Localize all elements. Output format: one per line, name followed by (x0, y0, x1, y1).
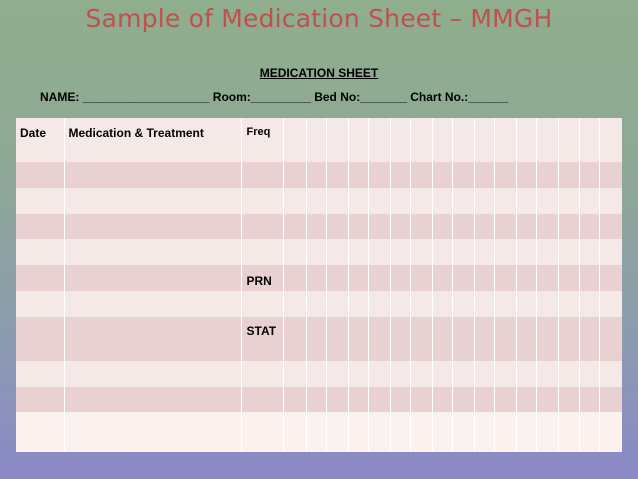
dose-cell[interactable] (536, 188, 558, 214)
dose-cell[interactable] (579, 412, 599, 452)
freq-cell[interactable] (241, 188, 283, 214)
freq-cell[interactable] (241, 265, 283, 291)
dose-cell[interactable] (368, 188, 390, 214)
dose-cell[interactable] (494, 239, 516, 265)
dose-cell[interactable] (558, 188, 579, 214)
dose-cell[interactable] (599, 361, 622, 387)
dose-cell[interactable] (390, 387, 410, 412)
medication-table (16, 118, 622, 452)
dose-cell[interactable] (390, 162, 410, 188)
dose-cell[interactable] (306, 118, 326, 162)
dose-cell[interactable] (474, 317, 494, 361)
medication-cell[interactable] (64, 265, 241, 291)
dose-cell[interactable] (283, 239, 306, 265)
dose-cell[interactable] (368, 239, 390, 265)
dose-cell[interactable] (474, 291, 494, 317)
dose-cell[interactable] (368, 265, 390, 291)
dose-cell[interactable] (516, 317, 536, 361)
dose-cell[interactable] (516, 265, 536, 291)
dose-cell[interactable] (306, 214, 326, 239)
dose-cell[interactable] (410, 317, 432, 361)
dose-cell[interactable] (599, 118, 622, 162)
dose-cell[interactable] (432, 412, 452, 452)
dose-cell[interactable] (326, 214, 348, 239)
dose-cell[interactable] (283, 387, 306, 412)
dose-cell[interactable] (368, 361, 390, 387)
dose-cell[interactable] (599, 412, 622, 452)
dose-cell[interactable] (390, 239, 410, 265)
dose-cell[interactable] (474, 188, 494, 214)
dose-cell[interactable] (390, 188, 410, 214)
dose-cell[interactable] (306, 387, 326, 412)
dose-cell[interactable] (494, 387, 516, 412)
freq-cell[interactable] (241, 317, 283, 361)
dose-cell[interactable] (368, 118, 390, 162)
freq-header-cell (241, 118, 283, 162)
dose-cell[interactable] (599, 188, 622, 214)
dose-cell[interactable] (326, 291, 348, 317)
freq-cell[interactable] (241, 291, 283, 317)
dose-cell[interactable] (306, 188, 326, 214)
dose-cell[interactable] (390, 317, 410, 361)
dose-cell[interactable] (579, 291, 599, 317)
dose-cell[interactable] (410, 188, 432, 214)
dose-cell[interactable] (410, 239, 432, 265)
dose-cell[interactable] (348, 291, 368, 317)
medication-cell[interactable] (64, 214, 241, 239)
table-row (16, 387, 622, 412)
dose-cell[interactable] (452, 387, 474, 412)
dose-cell[interactable] (452, 162, 474, 188)
table-row (16, 188, 622, 214)
date-cell[interactable] (16, 239, 64, 265)
dose-cell[interactable] (283, 118, 306, 162)
medication-cell[interactable] (64, 412, 241, 452)
dose-cell[interactable] (579, 118, 599, 162)
table-row (16, 162, 622, 188)
date-cell[interactable] (16, 317, 64, 361)
dose-cell[interactable] (432, 317, 452, 361)
dose-cell[interactable] (390, 214, 410, 239)
dose-cell[interactable] (390, 291, 410, 317)
dose-cell[interactable] (579, 317, 599, 361)
dose-cell[interactable] (306, 361, 326, 387)
dose-cell[interactable] (474, 118, 494, 162)
dose-cell[interactable] (494, 188, 516, 214)
stat-label: STAT (246, 324, 277, 338)
dose-cell[interactable] (558, 162, 579, 188)
dose-cell[interactable] (599, 291, 622, 317)
dose-cell[interactable] (558, 265, 579, 291)
dose-cell[interactable] (452, 265, 474, 291)
dose-cell[interactable] (516, 361, 536, 387)
dose-cell[interactable] (432, 188, 452, 214)
dose-cell[interactable] (474, 239, 494, 265)
dose-cell[interactable] (283, 265, 306, 291)
dose-cell[interactable] (599, 162, 622, 188)
dose-cell[interactable] (348, 118, 368, 162)
dose-cell[interactable] (283, 214, 306, 239)
table-row (16, 361, 622, 387)
dose-cell[interactable] (494, 162, 516, 188)
dose-cell[interactable] (452, 188, 474, 214)
dose-cell[interactable] (410, 162, 432, 188)
dose-cell[interactable] (599, 265, 622, 291)
dose-cell[interactable] (516, 239, 536, 265)
dose-cell[interactable] (432, 291, 452, 317)
dose-cell[interactable] (536, 162, 558, 188)
dose-cell[interactable] (283, 412, 306, 452)
dose-cell[interactable] (452, 239, 474, 265)
dose-cell[interactable] (474, 361, 494, 387)
dose-cell[interactable] (348, 361, 368, 387)
dose-cell[interactable] (494, 214, 516, 239)
medication-cell[interactable] (64, 188, 241, 214)
dose-cell[interactable] (348, 239, 368, 265)
dose-cell[interactable] (348, 317, 368, 361)
medication-cell[interactable] (64, 239, 241, 265)
dose-cell[interactable] (326, 188, 348, 214)
dose-cell[interactable] (306, 239, 326, 265)
date-cell[interactable] (16, 412, 64, 452)
freq-cell[interactable] (241, 162, 283, 188)
dose-cell[interactable] (579, 387, 599, 412)
dose-cell[interactable] (494, 118, 516, 162)
medication-header-cell (64, 118, 241, 162)
medication-sheet (16, 118, 622, 452)
dose-cell[interactable] (326, 361, 348, 387)
dose-cell[interactable] (516, 162, 536, 188)
dose-cell[interactable] (452, 118, 474, 162)
dose-cell[interactable] (452, 317, 474, 361)
dose-cell[interactable] (536, 239, 558, 265)
dose-cell[interactable] (432, 118, 452, 162)
dose-cell[interactable] (536, 361, 558, 387)
dose-cell[interactable] (536, 265, 558, 291)
dose-cell[interactable] (558, 291, 579, 317)
date-cell[interactable] (16, 265, 64, 291)
dose-cell[interactable] (536, 387, 558, 412)
freq-cell[interactable] (241, 214, 283, 239)
dose-cell[interactable] (432, 162, 452, 188)
dose-cell[interactable] (410, 265, 432, 291)
slide-title: Sample of Medication Sheet – MMGH (85, 4, 553, 33)
dose-cell[interactable] (410, 387, 432, 412)
medication-cell[interactable] (64, 317, 241, 361)
dose-cell[interactable] (348, 214, 368, 239)
dose-cell[interactable] (452, 412, 474, 452)
dose-cell[interactable] (390, 118, 410, 162)
dose-cell[interactable] (474, 214, 494, 239)
dose-cell[interactable] (368, 412, 390, 452)
date-cell[interactable] (16, 361, 64, 387)
dose-cell[interactable] (348, 162, 368, 188)
medication-cell[interactable] (64, 162, 241, 188)
dose-cell[interactable] (410, 118, 432, 162)
dose-cell[interactable] (516, 412, 536, 452)
dose-cell[interactable] (558, 412, 579, 452)
dose-cell[interactable] (579, 188, 599, 214)
dose-cell[interactable] (599, 387, 622, 412)
medication-cell[interactable] (64, 291, 241, 317)
dose-cell[interactable] (599, 239, 622, 265)
prn-label: PRN (246, 274, 272, 288)
table-row (16, 317, 622, 361)
dose-cell[interactable] (432, 361, 452, 387)
dose-cell[interactable] (452, 214, 474, 239)
dose-cell[interactable] (474, 412, 494, 452)
dose-cell[interactable] (558, 239, 579, 265)
sheet-header: MEDICATION SHEET (259, 66, 379, 80)
table-row (16, 239, 622, 265)
medication-cell[interactable] (64, 387, 241, 412)
dose-cell[interactable] (348, 412, 368, 452)
dose-cell[interactable] (516, 291, 536, 317)
dose-cell[interactable] (368, 214, 390, 239)
dose-cell[interactable] (410, 214, 432, 239)
dose-cell[interactable] (348, 387, 368, 412)
date-cell[interactable] (16, 188, 64, 214)
dose-cell[interactable] (558, 214, 579, 239)
dose-cell[interactable] (536, 317, 558, 361)
dose-cell[interactable] (558, 317, 579, 361)
dose-cell[interactable] (494, 317, 516, 361)
dose-cell[interactable] (326, 317, 348, 361)
freq-header: Freq (246, 126, 271, 138)
dose-cell[interactable] (326, 162, 348, 188)
dose-cell[interactable] (599, 214, 622, 239)
dose-cell[interactable] (579, 214, 599, 239)
dose-cell[interactable] (368, 162, 390, 188)
dose-cell[interactable] (536, 291, 558, 317)
dose-cell[interactable] (599, 317, 622, 361)
dose-cell[interactable] (432, 387, 452, 412)
dose-cell[interactable] (474, 265, 494, 291)
medication-cell[interactable] (64, 361, 241, 387)
dose-cell[interactable] (516, 214, 536, 239)
table-row (16, 214, 622, 239)
dose-cell[interactable] (494, 291, 516, 317)
date-header-cell (16, 118, 64, 162)
dose-cell[interactable] (283, 162, 306, 188)
date-cell[interactable] (16, 387, 64, 412)
dose-cell[interactable] (432, 239, 452, 265)
dose-cell[interactable] (536, 214, 558, 239)
freq-cell[interactable] (241, 239, 283, 265)
dose-cell[interactable] (558, 118, 579, 162)
dose-cell[interactable] (579, 162, 599, 188)
dose-cell[interactable] (390, 412, 410, 452)
dose-cell[interactable] (579, 265, 599, 291)
dose-cell[interactable] (283, 361, 306, 387)
dose-cell[interactable] (326, 239, 348, 265)
date-cell[interactable] (16, 214, 64, 239)
dose-cell[interactable] (306, 412, 326, 452)
dose-cell[interactable] (326, 412, 348, 452)
dose-cell[interactable] (348, 265, 368, 291)
dose-cell[interactable] (536, 412, 558, 452)
dose-cell[interactable] (283, 188, 306, 214)
dose-cell[interactable] (390, 361, 410, 387)
dose-cell[interactable] (558, 361, 579, 387)
dose-cell[interactable] (306, 317, 326, 361)
date-cell[interactable] (16, 162, 64, 188)
dose-cell[interactable] (326, 118, 348, 162)
dose-cell[interactable] (579, 361, 599, 387)
dose-cell[interactable] (579, 239, 599, 265)
dose-cell[interactable] (368, 317, 390, 361)
dose-cell[interactable] (432, 265, 452, 291)
dose-cell[interactable] (306, 291, 326, 317)
dose-cell[interactable] (306, 162, 326, 188)
dose-cell[interactable] (558, 387, 579, 412)
freq-cell[interactable] (241, 361, 283, 387)
dose-cell[interactable] (306, 265, 326, 291)
dose-cell[interactable] (536, 118, 558, 162)
dose-cell[interactable] (452, 361, 474, 387)
dose-cell[interactable] (494, 361, 516, 387)
dose-cell[interactable] (390, 265, 410, 291)
dose-cell[interactable] (326, 265, 348, 291)
dose-cell[interactable] (410, 412, 432, 452)
dose-cell[interactable] (348, 188, 368, 214)
dose-cell[interactable] (432, 214, 452, 239)
dose-cell[interactable] (474, 162, 494, 188)
dose-cell[interactable] (494, 265, 516, 291)
dose-cell[interactable] (516, 118, 536, 162)
table-row (16, 291, 622, 317)
dose-cell[interactable] (283, 291, 306, 317)
table-row (16, 412, 622, 452)
dose-cell[interactable] (452, 291, 474, 317)
dose-cell[interactable] (368, 291, 390, 317)
dose-cell[interactable] (494, 412, 516, 452)
table-row (16, 265, 622, 291)
patient-meta-line: NAME: ___________________ Room:_________ Bed No:_______ Chart No.:______ (40, 90, 509, 104)
date-header: Date (20, 126, 47, 140)
freq-cell[interactable] (241, 387, 283, 412)
date-cell[interactable] (16, 291, 64, 317)
medication-header: Medication & Treatment (68, 126, 204, 140)
dose-cell[interactable] (516, 188, 536, 214)
dose-cell[interactable] (368, 387, 390, 412)
dose-cell[interactable] (410, 361, 432, 387)
dose-cell[interactable] (283, 317, 306, 361)
dose-cell[interactable] (474, 387, 494, 412)
dose-cell[interactable] (516, 387, 536, 412)
table-header-row (16, 118, 622, 162)
dose-cell[interactable] (410, 291, 432, 317)
freq-cell[interactable] (241, 412, 283, 452)
dose-cell[interactable] (326, 387, 348, 412)
